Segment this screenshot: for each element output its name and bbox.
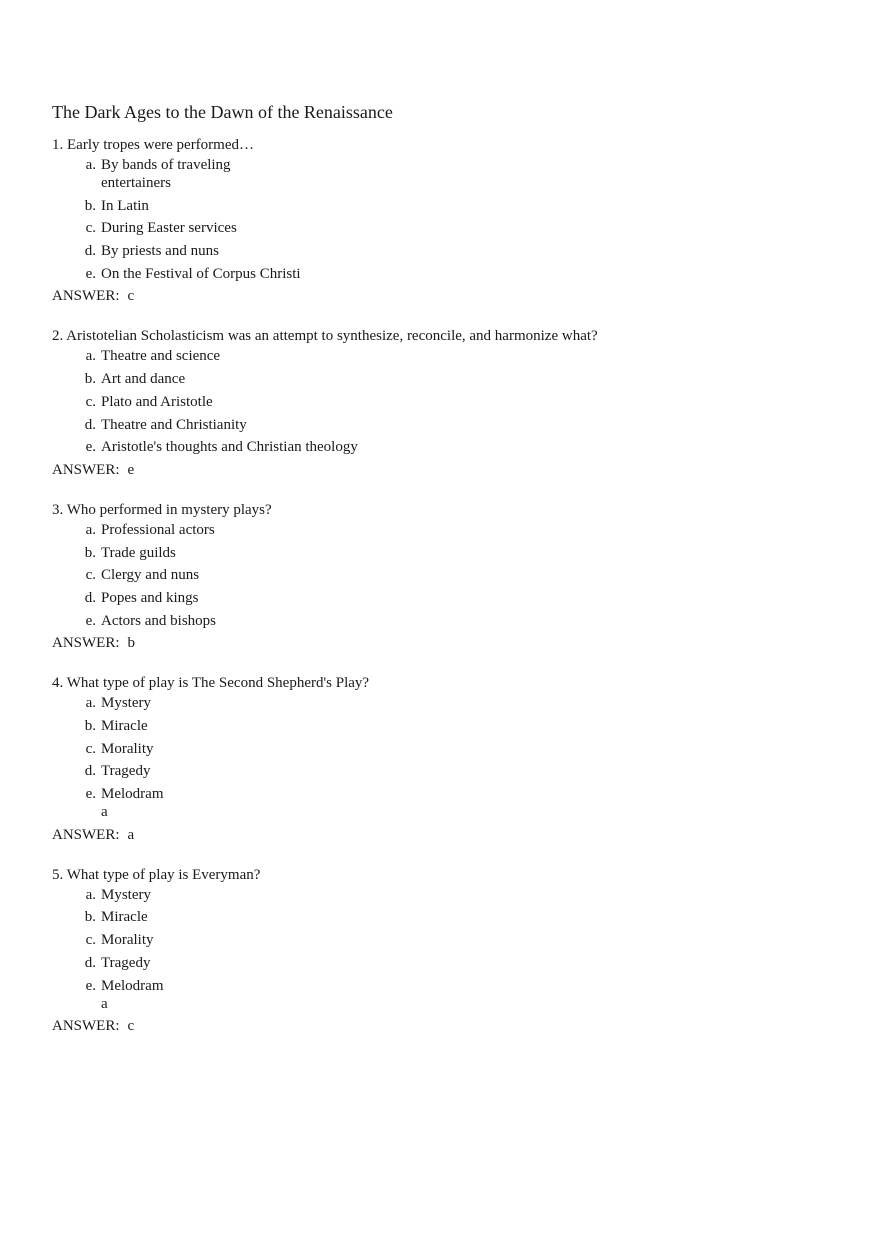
choice-letter: c. [85, 567, 96, 584]
choice-item [52, 219, 832, 237]
choice-text [101, 886, 151, 904]
choice-text [101, 908, 148, 926]
choice-letter: e. [85, 439, 96, 456]
choice-item [52, 347, 832, 365]
choice-item [52, 694, 832, 712]
choice-text [101, 265, 301, 283]
choice-text [101, 589, 199, 607]
choice-text [101, 521, 215, 539]
question-stem: 1. Early tropes were performed… [52, 137, 255, 153]
choice-item [52, 416, 832, 434]
choice-letter: a. [85, 886, 96, 903]
choice-text-line: Melodram [101, 786, 164, 803]
document-title: The Dark Ages to the Dawn of the Renaissance [52, 102, 393, 122]
question-3 [52, 500, 832, 652]
choice-text [101, 785, 163, 821]
answer-value: c [127, 288, 135, 305]
choice-text [101, 438, 358, 456]
choice-text-line: Plato and Aristotle [101, 393, 213, 410]
question-4 [52, 673, 832, 843]
choice-item [52, 785, 832, 821]
choice-text-line: On the Festival of Corpus Christi [101, 265, 301, 282]
choice-item [52, 242, 832, 260]
choice-text [101, 762, 150, 780]
choice-item [52, 438, 832, 456]
choice-text-continuation: a [101, 995, 108, 1012]
choice-text [101, 416, 247, 434]
choice-item [52, 762, 832, 780]
choice-text-line: Tragedy [101, 763, 151, 780]
question-2 [52, 326, 832, 478]
answer-line [52, 287, 832, 305]
choice-text [101, 977, 163, 1013]
choice-letter: d. [84, 416, 96, 433]
choice-letter: b. [84, 197, 96, 214]
answer-label: ANSWER: [52, 288, 120, 305]
choice-item [52, 544, 832, 562]
choice-letter: b. [84, 718, 96, 734]
choice-letter: b. [84, 909, 96, 926]
choice-text-line: In Latin [101, 197, 149, 214]
choice-letter: c. [85, 740, 96, 757]
question-stem: 5. What type of play is Everyman? [52, 866, 261, 883]
choice-letter: c. [85, 932, 96, 949]
answer-label: ANSWER: [52, 635, 120, 652]
choice-text [101, 931, 154, 949]
choice-text [101, 219, 237, 237]
choice-item [52, 566, 832, 584]
choice-text [101, 197, 149, 215]
choice-letter: a. [85, 521, 96, 538]
choice-letter: c. [85, 220, 96, 237]
choice-item [52, 370, 832, 388]
choice-list [52, 694, 832, 821]
choice-text [101, 717, 148, 735]
question-5 [52, 865, 832, 1035]
choice-text-line: Tragedy [101, 954, 151, 971]
choice-letter: e. [85, 786, 96, 803]
question-1 [52, 135, 832, 305]
choice-list [52, 347, 832, 456]
choice-text [101, 612, 216, 630]
document-page [52, 101, 832, 1035]
choice-text-line: Morality [101, 740, 154, 757]
choice-list [52, 156, 832, 283]
choice-text-line: By bands of traveling [101, 157, 231, 173]
choice-letter: a. [85, 695, 96, 712]
choice-text [101, 156, 231, 192]
choice-text [101, 566, 199, 584]
choice-letter: c. [85, 393, 96, 410]
question-stem: 4. What type of play is The Second Shepherd's Play? [52, 675, 370, 692]
choice-text-line: By priests and nuns [101, 243, 219, 260]
answer-label: ANSWER: [52, 461, 120, 478]
answer-value: b [127, 635, 135, 652]
choice-letter: a. [85, 348, 96, 365]
choice-letter: d. [84, 589, 96, 606]
question-stem: 2. Aristotelian Scholasticism was an attempt to synthesize, reconcile, and harmonize what? [52, 328, 598, 345]
choice-item [52, 908, 832, 926]
choice-text-line: Melodram [101, 977, 164, 994]
choice-letter: e. [85, 265, 96, 282]
choice-text-line: Mystery [101, 695, 151, 712]
choice-text-line: Theatre and science [101, 348, 221, 365]
question-stem: 3. Who performed in mystery plays? [52, 501, 272, 518]
choice-text-line: Professional actors [101, 521, 215, 538]
choice-text-line: Mystery [101, 886, 151, 903]
choice-item [52, 977, 832, 1013]
answer-value: c [127, 1018, 135, 1035]
answer-label: ANSWER: [52, 826, 120, 843]
choice-item [52, 954, 832, 972]
choice-text-line: Morality [101, 932, 154, 949]
choice-item [52, 589, 832, 607]
choice-letter: b. [84, 544, 96, 561]
choice-text-line: During Easter services [101, 220, 237, 237]
choice-list [52, 521, 832, 630]
answer-label: ANSWER: [52, 1018, 120, 1035]
choice-item [52, 393, 832, 411]
choice-letter: b. [84, 371, 96, 388]
answer-value: a [127, 826, 135, 843]
choice-letter: a. [85, 157, 96, 173]
choice-item [52, 197, 832, 215]
choice-letter: d. [84, 243, 96, 260]
choice-text [101, 242, 219, 260]
choice-text [101, 347, 220, 365]
answer-line [52, 461, 832, 479]
question-list [52, 135, 832, 1035]
choice-item [52, 521, 832, 539]
answer-value: e [127, 461, 135, 478]
choice-item [52, 265, 832, 283]
choice-text-line: Trade guilds [101, 544, 176, 561]
choice-text [101, 370, 185, 388]
choice-item [52, 931, 832, 949]
choice-text-continuation: a [101, 804, 108, 821]
choice-item [52, 156, 832, 192]
choice-text [101, 954, 150, 972]
choice-item [52, 612, 832, 630]
choice-text [101, 740, 154, 758]
choice-letter: d. [84, 763, 96, 780]
answer-line [52, 634, 832, 652]
answer-line [52, 826, 832, 844]
choice-text [101, 393, 213, 411]
choice-letter: d. [84, 954, 96, 971]
choice-letter: e. [85, 977, 96, 994]
choice-text-line: Art and dance [101, 371, 186, 388]
answer-line [52, 1017, 832, 1035]
choice-text-continuation: entertainers [101, 175, 171, 191]
choice-item [52, 886, 832, 904]
choice-text-line: Miracle [101, 718, 148, 734]
choice-text [101, 694, 151, 712]
choice-letter: e. [85, 612, 96, 629]
choice-text-line: Theatre and Christianity [101, 416, 247, 433]
choice-text-line: Clergy and nuns [101, 567, 200, 584]
choice-text [101, 544, 176, 562]
choice-text-line: Popes and kings [101, 589, 199, 606]
choice-list [52, 886, 832, 1013]
choice-item [52, 740, 832, 758]
choice-text-line: Miracle [101, 909, 148, 926]
choice-text-line: Aristotle's thoughts and Christian theology [101, 439, 358, 456]
choice-item [52, 717, 832, 735]
choice-text-line: Actors and bishops [101, 612, 216, 629]
